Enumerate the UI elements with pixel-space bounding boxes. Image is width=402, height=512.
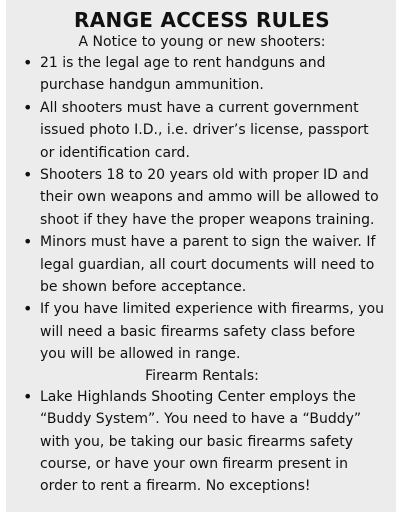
rentals-heading: Firearm Rentals: <box>145 367 259 384</box>
rule-item: • All shooters must have a current government issued photo I.D., i.e. driver’s license, passport or identification card. <box>20 97 384 164</box>
rule-item: • Shooters 18 to 20 years old with proper ID and their own weapons and ammo will be allowed to shoot if they have the proper weapons training. <box>20 164 384 231</box>
rule-item: • If you have limited experience with firearms, you will need a basic firearms safety class before you will be allowed in range. <box>20 298 384 365</box>
rules-notice-panel <box>6 0 396 512</box>
rule-item: • Minors must have a parent to sign the waiver. If legal guardian, all court documents will need to be shown before acceptance. <box>20 231 384 298</box>
rental-rule-item: • Lake Highlands Shooting Center employs the “Buddy System”. You need to have a “Buddy” with you, be taking our basic firearms safety course, or have your own firearm present in order to rent a firearm. No exceptions! <box>20 386 384 498</box>
rules-list <box>20 52 384 366</box>
rentals-list <box>20 386 384 498</box>
notice-subtitle: A Notice to young or new shooters: <box>78 34 326 50</box>
rule-item: • 21 is the legal age to rent handguns and purchase handgun ammunition. <box>20 52 384 97</box>
notice-title: RANGE ACCESS RULES <box>74 8 330 32</box>
